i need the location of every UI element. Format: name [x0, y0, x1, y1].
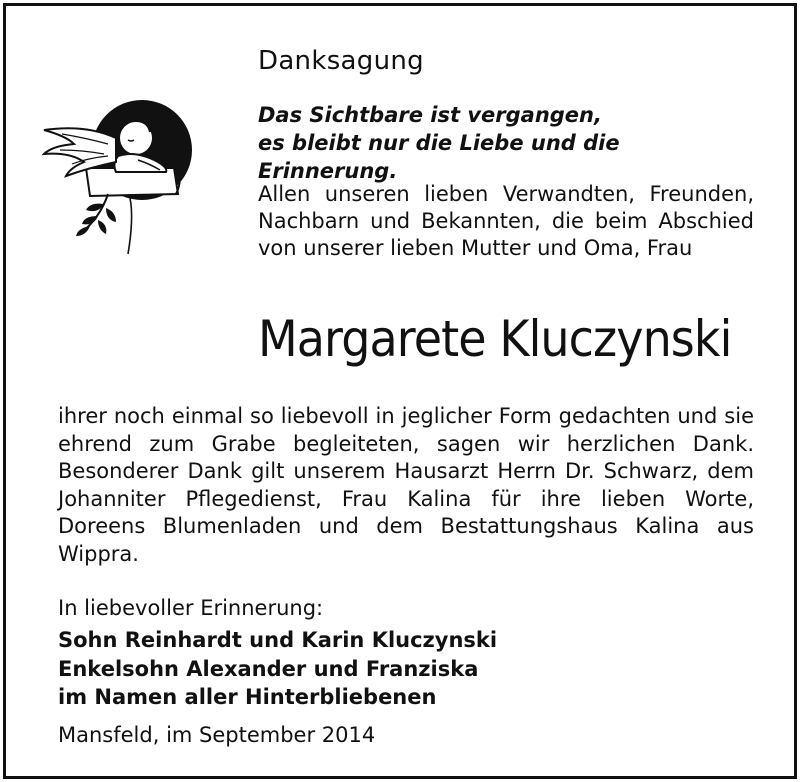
- angel-icon: [38, 98, 200, 258]
- signer-line: Sohn Reinhardt und Karin Kluczynski: [58, 628, 498, 652]
- signer-line: Enkelsohn Alexander und Franziska: [58, 656, 479, 681]
- signers: [58, 626, 497, 712]
- notice-heading: Danksagung: [258, 46, 424, 76]
- body-text: ihrer noch einmal so liebevoll in jeglicher Form gedachten und sie ehrend zum Grabe begleiteten, sagen wir herzlichen Dank. Besonderer Dank gilt unserem Hausarzt Herrn Dr. Schwarz, dem Johanniter Pflegedienst, Frau Kalina für ihre lieben Worte, Doreens Blumenladen und dem Bestattungshaus Kalina aus Wippra.: [58, 404, 754, 566]
- signer-line: im Namen aller Hinterbliebenen: [58, 685, 437, 709]
- motto-line: es bleibt nur die Liebe und die Erinnerung.: [258, 131, 620, 183]
- obituary-notice: [3, 3, 797, 779]
- place-date: Mansfeld, im September 2014: [58, 723, 376, 747]
- deceased-name: Margarete Kluczynski: [258, 310, 732, 368]
- motto: [258, 101, 758, 185]
- closing-phrase: In liebevoller Erinnerung:: [58, 596, 324, 620]
- motto-line: Das Sichtbare ist vergangen,: [258, 103, 602, 127]
- intro-text: Allen unseren lieben Verwandten, Freunden, Nachbarn und Bekannten, die beim Abschied von unserer lieben Mutter und Oma, Frau: [258, 182, 754, 260]
